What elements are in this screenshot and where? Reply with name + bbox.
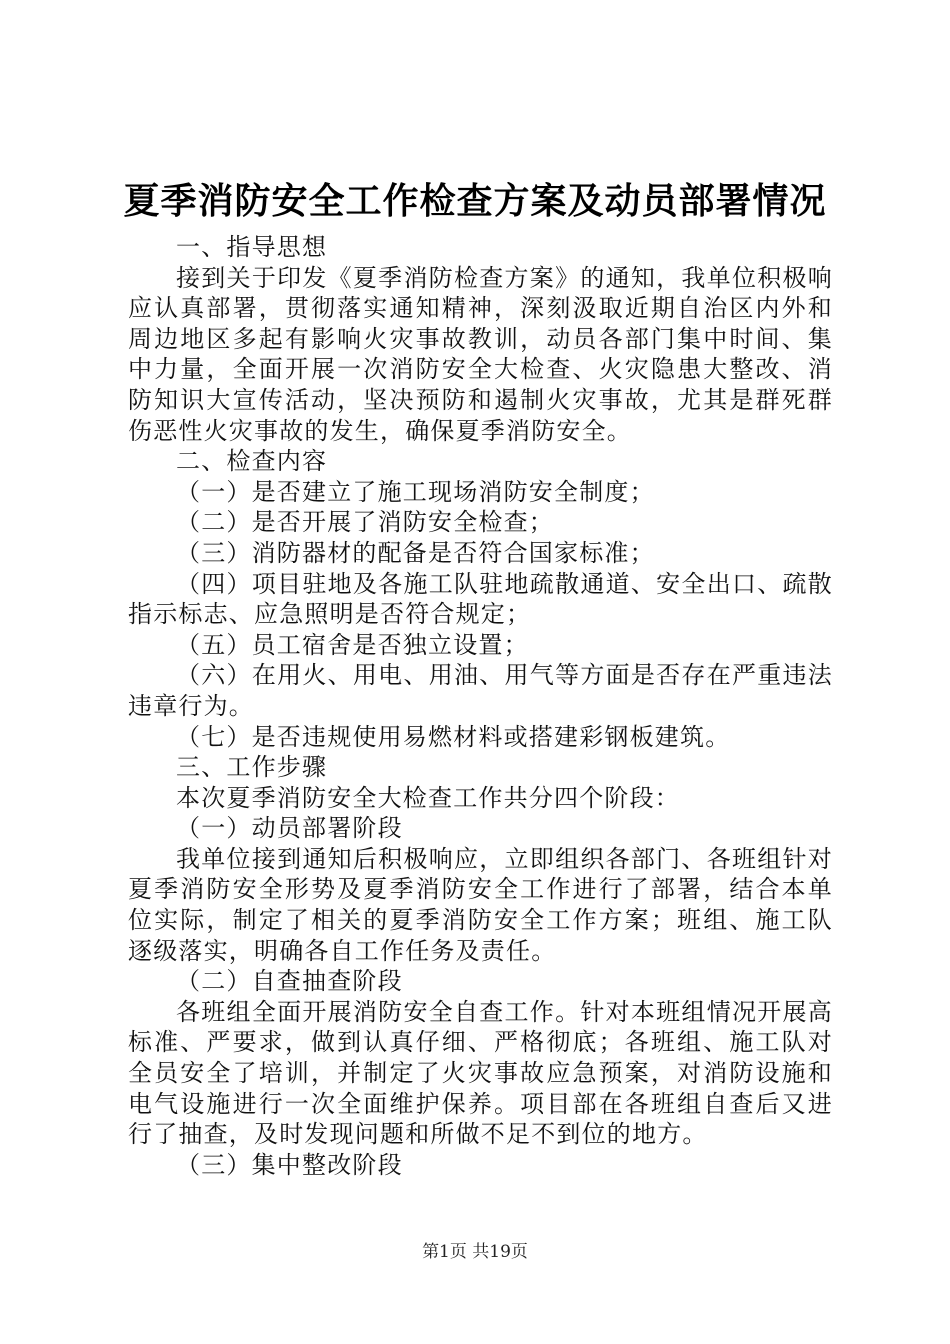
document-title: 夏季消防安全工作检查方案及动员部署情况 bbox=[123, 181, 827, 222]
section-heading-inspection-content: 二、检查内容 bbox=[176, 447, 328, 476]
section-heading-work-steps: 三、工作步骤 bbox=[176, 753, 328, 782]
list-item-4: （四）项目驻地及各施工队驻地疏散通道、安全出口、疏散指示标志、应急照明是否符合规定； bbox=[128, 569, 833, 629]
subheading-rectification: （三）集中整改阶段 bbox=[176, 1150, 403, 1179]
paragraph-guiding-idea: 接到关于印发《夏季消防检查方案》的通知，我单位积极响应认真部署，贯彻落实通知精神，深刻汲取近期自治区内外和周边地区多起有影响火灾事故教训，动员各部门集中时间、集中力量，全面开展一次消防安全大检查、火灾隐患大整改、消防知识大宣传活动，坚决预防和遏制火灾事故，尤其是群死群伤恶性火灾事故的发生，确保夏季消防安全。 bbox=[128, 263, 833, 445]
list-item-6: （六）在用火、用电、用油、用气等方面是否存在严重违法违章行为。 bbox=[128, 661, 833, 720]
list-item-2: （二）是否开展了消防安全检查； bbox=[176, 508, 554, 537]
page-footer: 第1页 共19页 bbox=[422, 1242, 528, 1262]
subheading-self-inspection: （二）自查抽查阶段 bbox=[176, 967, 403, 996]
list-item-5: （五）员工宿舍是否独立设置； bbox=[176, 630, 529, 659]
subheading-mobilization: （一）动员部署阶段 bbox=[176, 814, 403, 843]
paragraph-mobilization: 我单位接到通知后积极响应，立即组织各部门、各班组针对夏季消防安全形势及夏季消防安全工作进行了部署，结合本单位实际，制定了相关的夏季消防安全工作方案；班组、施工队逐级落实，明确各自工作任务及责任。 bbox=[128, 844, 833, 965]
list-item-7: （七）是否违规使用易燃材料或搭建彩钢板建筑。 bbox=[176, 722, 731, 751]
list-item-1: （一）是否建立了施工现场消防安全制度； bbox=[176, 477, 655, 506]
paragraph-self-inspection: 各班组全面开展消防安全自查工作。针对本班组情况开展高标准、严要求，做到认真仔细、严格彻底；各班组、施工队对全员安全了培训，并制定了火灾事故应急预案，对消防设施和电气设施进行一次全面维护保养。项目部在各班组自查后又进行了抽查，及时发现问题和所做不足不到位的地方。 bbox=[128, 997, 833, 1149]
paragraph-stages-intro: 本次夏季消防安全大检查工作共分四个阶段： bbox=[176, 783, 680, 812]
document-body bbox=[128, 232, 833, 1180]
list-item-3: （三）消防器材的配备是否符合国家标准； bbox=[176, 538, 655, 567]
section-heading-guiding-idea: 一、指导思想 bbox=[176, 233, 328, 261]
